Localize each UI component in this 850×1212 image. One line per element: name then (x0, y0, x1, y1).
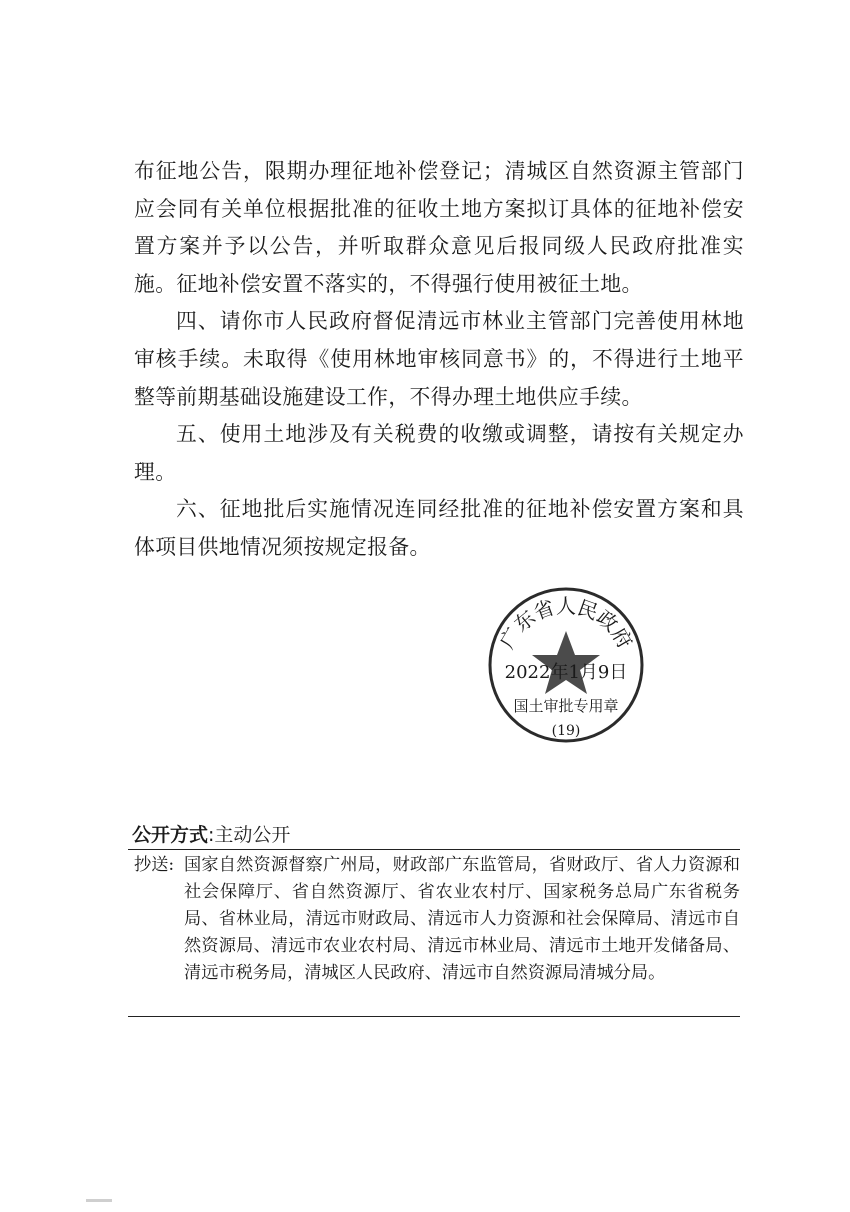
paragraph-item-4: 四、请你市人民政府督促清远市林业主管部门完善使用林地审核手续。未取得《使用林地审核同意书》的，不得进行土地平整等前期基础设施建设工作，不得办理土地供应手续。 (134, 309, 744, 409)
seal-issuer: 广东省人民政府 (494, 594, 638, 653)
disclosure-colon: : (208, 824, 215, 846)
paragraph-continued: 布征地公告，限期办理征地补偿登记；清城区自然资源主管部门应会同有关单位根据批准的征收土地方案拟订具体的征地补偿安置方案并予以公告，并听取群众意见后报同级人民政府批准实施。征地补偿安置不落实的，不得强行使用被征土地。 (134, 159, 744, 296)
footer-rule-top (128, 849, 740, 850)
disclosure-label: 公开方式 (132, 824, 209, 846)
disclosure-value: 主动公开 (214, 824, 291, 846)
seal-number: (19) (551, 723, 581, 739)
paragraph-item-6: 六、征地批后实施情况连同经批准的征地补偿安置方案和具体项目供地情况须按规定报备。 (134, 497, 744, 559)
footer-rule-bottom (128, 1016, 740, 1017)
scan-mark (86, 1199, 112, 1202)
official-seal (486, 585, 646, 745)
cc-recipients: 国家自然资源督察广州局，财政部广东监管局，省财政厅、省人力资源和社会保障厅、省自然资源厅、省农业农村厅、国家税务总局广东省税务局、省林业局，清远市财政局、清远市人力资源和社会保障局、清远市自然资源局、清远市农业农村局、清远市林业局、清远市土地开发储备局、清远市税务局，清城区人民政府、清远市自然资源局清城分局。 (184, 855, 740, 983)
cc-label: 抄送: (134, 855, 175, 875)
seal-date: 2022年1月9日 (504, 662, 628, 683)
seal-purpose: 国土审批专用章 (513, 697, 619, 715)
paragraph-item-5: 五、使用土地涉及有关税费的收缴或调整，请按有关规定办理。 (134, 422, 744, 484)
cc-block (134, 852, 740, 987)
disclosure-line (132, 822, 290, 848)
document-body (134, 153, 744, 567)
